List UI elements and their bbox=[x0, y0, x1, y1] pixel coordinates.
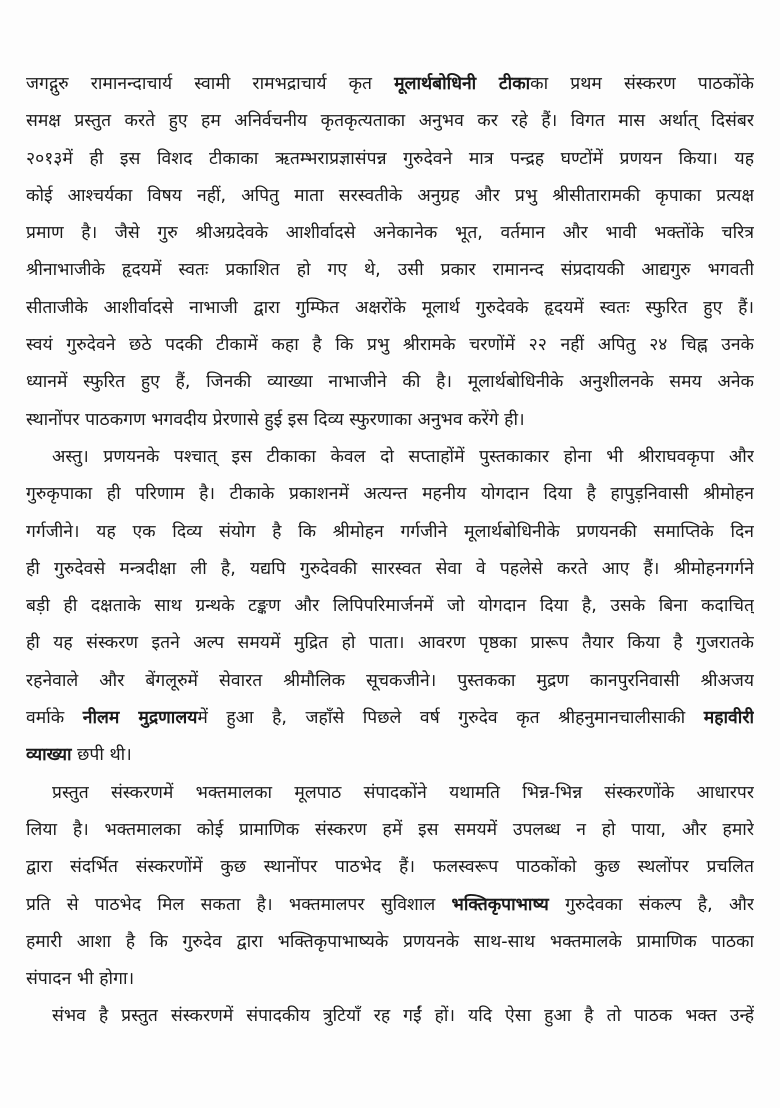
text-segment: का प्रथम संस्करण पाठकोंके bbox=[530, 74, 754, 94]
text-line bbox=[26, 252, 754, 289]
text-line bbox=[26, 402, 754, 439]
text-line bbox=[26, 103, 754, 140]
text-segment: छपी थी। bbox=[71, 745, 132, 766]
text-line bbox=[26, 887, 754, 924]
text-segment: समक्ष प्रस्तुत करते हुए हम अनिर्वचनीय कृतकृत्यताका अनुभव कर रहे हैं। विगत मास अर्थात् दिसंबर bbox=[26, 111, 754, 132]
text-line bbox=[26, 625, 754, 662]
text-segment: कोई आश्चर्यका विषय नहीं, अपितु माता सरस्वतीके अनुग्रह और प्रभु श्रीसीतारामकी कृपाका प्रत्यक्ष bbox=[26, 185, 754, 206]
text-line bbox=[26, 290, 754, 327]
text-line bbox=[26, 737, 754, 774]
text-segment: स्थानोंपर पाठकगण भगवदीय प्रेरणासे हुई इस दिव्य स्फुरणाका अनुभव करेंगे ही। bbox=[26, 409, 525, 430]
text-line bbox=[26, 924, 754, 961]
text-segment: सीताजीके आशीर्वादसे नाभाजी द्वारा गुम्फित अक्षरोंके मूलार्थ गुरुदेवके हृदयमें स्वतः स्फुरित हुए हैं। bbox=[26, 297, 754, 318]
text-segment: संभव है प्रस्तुत संस्करणमें संपादकीय त्रुटियाँ रह गईं हों। यदि ऐसा हुआ है तो पाठक भक्त उन्हें bbox=[52, 1006, 754, 1027]
document-page bbox=[26, 66, 754, 1036]
text-line bbox=[26, 141, 754, 178]
text-line bbox=[26, 961, 754, 998]
text-line bbox=[26, 178, 754, 215]
text-line bbox=[26, 439, 754, 476]
text-segment: गुरुकृपाका ही परिणाम है। टीकाके प्रकाशनमें अत्यन्त महनीय योगदान दिया है हापुड़निवासी श्रीमोहन bbox=[26, 484, 754, 505]
text-line bbox=[26, 700, 754, 737]
text-segment: अस्तु। प्रणयनके पश्चात् इस टीकाका केवल दो सप्ताहोंमें पुस्तकाकार होना भी श्रीराघवकृपा और bbox=[52, 446, 754, 467]
text-segment: द्वारा संदर्भित संस्करणोंमें कुछ स्थानोंपर पाठभेद हैं। फलस्वरूप पाठकोंको कुछ स्थलोंपर प्रचलित bbox=[26, 857, 754, 878]
text-line bbox=[26, 775, 754, 812]
text-line bbox=[26, 327, 754, 364]
text-segment: वर्माके bbox=[26, 708, 83, 729]
text-segment: जगद्गुरु रामानन्दाचार्य स्वामी रामभद्राचार्य कृत bbox=[26, 74, 395, 94]
text-segment: हमारी आशा है कि गुरुदेव द्वारा भक्तिकृपाभाष्यके प्रणयनके साथ-साथ भक्तमालके प्रामाणिक पाठका bbox=[26, 931, 754, 952]
text-line bbox=[26, 66, 754, 103]
text-segment: श्रीनाभाजीके हृदयमें स्वतः प्रकाशित हो गए थे, उसी प्रकार रामानन्द संप्रदायकी आद्यगुरु भगवती bbox=[26, 260, 754, 281]
text-segment: ही गुरुदेवसे मन्त्रदीक्षा ली है, यद्यपि गुरुदेवकी सारस्वत सेवा वे पहलेसे करते आए हैं। श्रीमोहनगर्गने bbox=[26, 558, 754, 579]
text-line bbox=[26, 588, 754, 625]
text-segment: बड़ी ही दक्षताके साथ ग्रन्थके टङ्कण और लिपिपरिमार्जनमें जो योगदान दिया है, उसके बिना कदाचित् bbox=[26, 596, 754, 617]
text-segment: ध्यानमें स्फुरित हुए हैं, जिनकी व्याख्या नाभाजीने की है। मूलार्थबोधिनीके अनुशीलनके समय अनेक bbox=[26, 372, 754, 393]
text-line bbox=[26, 551, 754, 588]
bold-text-segment: महावीरी bbox=[703, 708, 754, 729]
text-line bbox=[26, 476, 754, 513]
text-segment: गुरुदेवका संकल्प है, और bbox=[548, 894, 754, 915]
text-line bbox=[26, 849, 754, 886]
text-segment: २०१३में ही इस विशद टीकाका ऋतम्भराप्रज्ञासंपन्न गुरुदेवने मात्र पन्द्रह घण्टोंमें प्रणयन किया। यह bbox=[26, 148, 754, 169]
bold-text-segment: मूलार्थबोधिनी टीका bbox=[394, 74, 531, 94]
bold-text-segment: भक्तिकृपाभाष्य bbox=[451, 894, 549, 915]
text-segment: प्रति से पाठभेद मिल सकता है। भक्तमालपर सुविशाल bbox=[26, 894, 452, 915]
text-line bbox=[26, 514, 754, 551]
text-segment: संपादन भी होगा। bbox=[26, 969, 135, 990]
text-line bbox=[26, 364, 754, 401]
text-segment: प्रमाण है। जैसे गुरु श्रीअग्रदेवके आशीर्वादसे अनेकानेक भूत, वर्तमान और भावी भक्तोंके चरित्र bbox=[26, 223, 754, 244]
text-line bbox=[26, 663, 754, 700]
text-line bbox=[26, 998, 754, 1035]
text-segment: स्वयं गुरुदेवने छठे पदकी टीकामें कहा है कि प्रभु श्रीरामके चरणोंमें २२ नहीं अपितु २४ चिह्न उनके bbox=[26, 335, 754, 356]
bold-text-segment: नीलम मुद्रणालय bbox=[82, 708, 198, 729]
text-segment: ही यह संस्करण इतने अल्प समयमें मुद्रित हो पाता। आवरण पृष्ठका प्रारूप तैयार किया है गुजरातके bbox=[26, 633, 754, 654]
text-segment: लिया है। भक्तमालका कोई प्रामाणिक संस्करण हमें इस समयमें उपलब्ध न हो पाया, और हमारे bbox=[26, 819, 754, 840]
text-segment: में हुआ है, जहाँसे पिछले वर्ष गुरुदेव कृत श्रीहनुमानचालीसाकी bbox=[197, 708, 704, 729]
bold-text-segment: व्याख्या bbox=[26, 745, 72, 766]
text-segment: रहनेवाले और बेंगलूरुमें सेवारत श्रीमौलिक सूचकजीने। पुस्तकका मुद्रण कानपुरनिवासी श्रीअजय bbox=[26, 670, 754, 691]
text-segment: प्रस्तुत संस्करणमें भक्तमालका मूलपाठ संपादकोंने यथामति भिन्न-भिन्न संस्करणोंके आधारपर bbox=[52, 782, 754, 803]
text-segment: गर्गजीने। यह एक दिव्य संयोग है कि श्रीमोहन गर्गजीने मूलार्थबोधिनीके प्रणयनकी समाप्तिके दिन bbox=[26, 521, 754, 542]
text-line bbox=[26, 215, 754, 252]
text-line bbox=[26, 812, 754, 849]
